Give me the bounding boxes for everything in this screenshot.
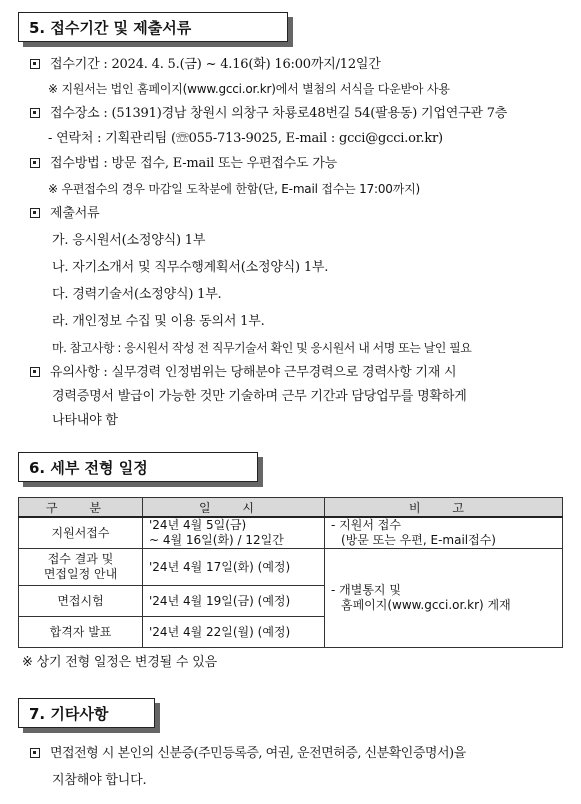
- row-date-line1: '24년 4월 5일(금): [149, 518, 247, 532]
- doc-item: 라. 개인정보 수집 및 이용 동의서 1부.: [52, 314, 265, 329]
- header-category: 구 분: [19, 498, 143, 518]
- period-text: 접수기간 : 2024. 4. 5.(금) ~ 4.16(화) 16:00까지/12일간: [50, 57, 381, 72]
- period-note: ※ 지원서는 법인 홈페이지(www.gcci.or.kr)에서 별첨의 서식을 다운받아 사용: [48, 82, 450, 96]
- row-label-line2: 면접일정 안내: [43, 567, 118, 581]
- schedule-table: [18, 497, 563, 648]
- header-remarks: 비 고: [325, 498, 563, 518]
- caution-text: 나타내야 함: [52, 413, 118, 428]
- bullet-square-icon: [30, 108, 40, 118]
- caution-text: 경력증명서 발급이 가능한 것만 기술하며 근무 기간과 담당업무를 명확하게: [52, 389, 467, 404]
- caution-line: [30, 364, 456, 382]
- caution-text: 유의사항 : 실무경력 인정범위는 당해분야 근무경력으로 경력사항 기재 시: [50, 365, 457, 380]
- table-header-row: [19, 498, 563, 518]
- docs-title: 제출서류: [50, 206, 100, 221]
- method-line: [30, 155, 337, 173]
- schedule-footnote: ※ 상기 전형 일정은 변경될 수 있음: [22, 655, 217, 670]
- header-date: 일 시: [143, 498, 325, 518]
- remark-line2: (방문 또는 우편, E-mail접수): [341, 533, 496, 547]
- place-line: [30, 105, 507, 123]
- row-remark: [325, 549, 563, 648]
- method-note: ※ 우편접수의 경우 마감일 도착분에 한함(단, E-mail 접수는 17:00까지): [48, 182, 420, 196]
- section-7-title: 7. 기타사항: [18, 698, 155, 728]
- method-text: 접수방법 : 방문 접수, E-mail 또는 우편접수도 가능: [50, 156, 338, 171]
- row-date: '24년 4월 19일(금) (예정): [143, 586, 325, 617]
- row-date-line2: ~ 4월 16일(화) / 12일간: [149, 533, 284, 547]
- remark-line2: 홈페이지(www.gcci.or.kr) 게재: [341, 598, 511, 612]
- etc-text: 지참해야 합니다.: [52, 773, 147, 788]
- bullet-square-icon: [30, 158, 40, 168]
- etc-line: [30, 745, 466, 763]
- table-row: [19, 517, 563, 549]
- row-date: [143, 517, 325, 549]
- row-label-line1: 접수 결과 및: [47, 552, 114, 566]
- doc-item: 마. 참고사항 : 응시원서 작성 전 직무기술서 확인 및 응시원서 내 서명 또는 날인 필요: [52, 341, 472, 355]
- bullet-square-icon: [30, 748, 40, 758]
- remark-line1: - 지원서 접수: [331, 518, 401, 532]
- remark-line1: - 개별통지 및: [331, 583, 401, 597]
- row-label: 지원서접수: [19, 517, 143, 549]
- doc-item: 가. 응시원서(소정양식) 1부: [52, 233, 206, 248]
- row-label: 합격자 발표: [19, 617, 143, 648]
- docs-title-line: [30, 205, 99, 223]
- row-date: '24년 4월 22일(월) (예정): [143, 617, 325, 648]
- row-label: [19, 549, 143, 586]
- place-text: 접수장소 : (51391)경남 창원시 의창구 차룡로48번길 54(팔용동) 기업연구관 7층: [50, 106, 508, 121]
- etc-text: 면접전형 시 본인의 신분증(주민등록증, 여권, 운전면허증, 신분확인증명서)을: [50, 746, 466, 761]
- bullet-square-icon: [30, 367, 40, 377]
- period-line: [30, 56, 381, 74]
- row-remark: [325, 517, 563, 549]
- row-label: 면접시험: [19, 586, 143, 617]
- table-row: [19, 549, 563, 586]
- section-6-title: 6. 세부 전형 일정: [18, 452, 258, 482]
- doc-item: 다. 경력기술서(소정양식) 1부.: [52, 287, 222, 302]
- section-5-title: 5. 접수기간 및 제출서류: [18, 12, 288, 42]
- row-date: '24년 4월 17일(화) (예정): [143, 549, 325, 586]
- contact-line: - 연락처 : 기획관리팀 (☏055-713-9025, E-mail : gcci@gcci.or.kr): [48, 131, 443, 146]
- bullet-square-icon: [30, 208, 40, 218]
- doc-item: 나. 자기소개서 및 직무수행계획서(소정양식) 1부.: [52, 260, 329, 275]
- bullet-square-icon: [30, 59, 40, 69]
